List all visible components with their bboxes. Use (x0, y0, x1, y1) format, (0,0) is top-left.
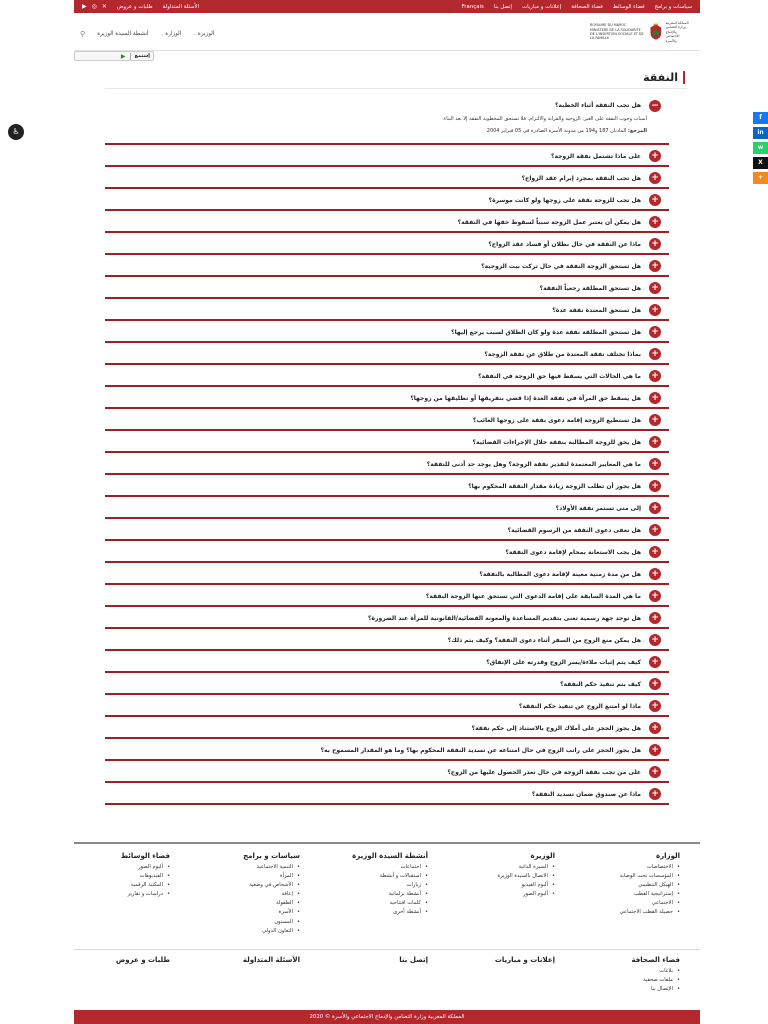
faq-item[interactable] (105, 497, 669, 519)
footer-link-list (631, 968, 680, 994)
footer-link[interactable]: • الطفولة (243, 900, 300, 908)
expand-icon[interactable]: + (649, 458, 661, 470)
faq-question[interactable]: ما هي المعايير المعتمدة لتقدير نفقة الزوجة؟ وهل يوجد حد أدنى للنفقة؟ (426, 461, 641, 468)
footer-link-list (620, 864, 680, 917)
faq-item[interactable] (105, 167, 669, 189)
expand-icon[interactable]: + (649, 370, 661, 382)
faq-item[interactable] (105, 255, 669, 277)
expand-icon[interactable]: + (649, 172, 661, 184)
faq-question[interactable]: ما هي المدة السابقة على إقامة الدعوى التي تستحق عنها الزوجة النفقة؟ (425, 593, 641, 600)
linkedin-icon[interactable]: in (753, 127, 768, 139)
nav-minister[interactable]: الوزيرة ⌄ (193, 31, 214, 37)
youtube-icon[interactable]: ▶ (82, 3, 87, 10)
expand-icon[interactable]: + (649, 282, 661, 294)
expand-icon[interactable]: + (649, 678, 661, 690)
faq-item[interactable] (105, 321, 669, 343)
faq-item[interactable] (105, 541, 669, 563)
faq-question[interactable]: هل يحق للزوجة المطالبة بنفقة خلال الإجراءات القضائية؟ (472, 439, 641, 446)
footer-column (497, 852, 555, 900)
faq-item[interactable] (105, 277, 669, 299)
faq-item[interactable] (105, 717, 669, 739)
nav-minister-activities[interactable]: أنشطة السيدة الوزيرة (97, 31, 149, 37)
footer-link[interactable]: • إستراتيجية القطب (620, 891, 680, 899)
faq-item[interactable] (105, 783, 669, 805)
ministry-logo[interactable] (590, 17, 690, 47)
faq-item[interactable] (105, 673, 669, 695)
footer-link[interactable]: • أنشطة برلمانية (352, 891, 428, 899)
footer-column-title[interactable]: إعلانات و مباريات (494, 956, 555, 964)
expand-icon[interactable]: + (649, 480, 661, 492)
faq-item[interactable] (105, 145, 669, 167)
footer-link[interactable]: • إعاقة (243, 891, 300, 899)
faq-question[interactable]: هل يجوز الحجز على راتب الزوج في حال امتناعه عن تسديد النفقة المحكوم بها؟ وما هو المقدار المسموح به؟ (320, 747, 641, 754)
footer-column (243, 852, 300, 937)
topbar-policies[interactable]: سياسات و برامج (654, 3, 692, 10)
expand-icon[interactable]: + (649, 414, 661, 426)
faq-item[interactable] (105, 475, 669, 497)
faq-item[interactable] (105, 409, 669, 431)
divider (130, 53, 131, 60)
faq-question[interactable]: هل يجوز أن تطلب الزوجة زيادة مقدار النفقة المحكوم بها؟ (468, 483, 641, 490)
faq-reference (487, 128, 647, 134)
footer-link[interactable]: • المسنون (243, 919, 300, 927)
expand-icon[interactable]: + (649, 612, 661, 624)
expand-icon[interactable]: + (649, 326, 661, 338)
collapse-icon[interactable]: − (649, 100, 661, 112)
faq-question[interactable]: هل تستطيع الزوجة إقامة دعوى نفقة على زوجها الغائب؟ (472, 417, 641, 424)
expand-icon[interactable]: + (649, 216, 661, 228)
footer-column (116, 956, 170, 968)
play-icon[interactable]: ▶ (120, 52, 126, 60)
faq-question[interactable]: إلى متى تستمر نفقة الأولاد؟ (555, 505, 641, 512)
faq-question[interactable]: ماذا عن النفقة في حال بطلان أو فساد عقد الزواج؟ (488, 241, 641, 248)
footer-link[interactable]: • الفيديوهات (121, 873, 170, 881)
expand-icon[interactable]: + (649, 238, 661, 250)
faq-question[interactable]: هل تجب النفقة أثناء الخطبة؟ (555, 102, 641, 109)
top-bar (74, 0, 700, 13)
logo-line: MINISTERE DE LA SOLIDARITE (590, 27, 641, 32)
facebook-icon[interactable]: f (753, 112, 768, 124)
main-nav (80, 30, 214, 38)
logo-line: ROYAUME DU MAROC (590, 23, 627, 28)
more-icon[interactable]: + (753, 172, 768, 184)
social-icons (82, 3, 107, 10)
footer-link[interactable]: • استقبالات و أنشطة (352, 873, 428, 881)
faq-question[interactable]: هل يمكن منع الزوج من السفر أثناء دعوى النفقة؟ وكيف يتم ذلك؟ (447, 637, 641, 644)
topbar-faq[interactable]: الأسئلة المتداولة (162, 3, 200, 10)
faq-item[interactable] (105, 365, 669, 387)
logo-line: الاجتماعي والأسرة (665, 34, 680, 43)
language-switch[interactable]: Français (461, 3, 484, 10)
expand-icon[interactable]: + (649, 524, 661, 536)
footer-column-title[interactable]: الوزارة (655, 852, 680, 860)
logo-line: DE L'INSERTION SOCIALE ET DE LA FAMILLE (590, 32, 644, 41)
faq-question[interactable]: على ماذا تشتمل نفقة الزوجة؟ (550, 153, 641, 160)
faq-question[interactable]: هل تجب النفقة بمجرد إبرام عقد الزواج؟ (521, 175, 641, 182)
footer-link[interactable]: • الأسرة (243, 909, 300, 917)
footer-link[interactable]: • الاختصاصات (620, 864, 680, 872)
footer-link-list (243, 864, 300, 935)
footer-link[interactable]: • التعاون الدولي (243, 928, 300, 936)
faq-item-open[interactable] (105, 96, 669, 145)
footer-column (620, 852, 680, 919)
faq-question[interactable]: هل يمكن أن يعتبر عمل الزوجة سبباً لسقوط حقها في النفقة؟ (457, 219, 641, 226)
footer-column-title[interactable]: الوزيرة (530, 852, 555, 860)
footer-column (243, 956, 300, 968)
search-icon[interactable]: ⚲ (80, 30, 86, 38)
faq-question[interactable]: هل من مدة زمنية معينة لإقامة دعوى المطالبة بالنفقة؟ (479, 571, 641, 578)
footer-link[interactable]: • ألبوم الفيديو (497, 882, 555, 890)
expand-icon[interactable]: + (649, 436, 661, 448)
faq-question[interactable]: هل تعفى دعوى النفقة من الرسوم القضائية؟ (507, 527, 641, 534)
faq-item[interactable] (105, 519, 669, 541)
faq-item[interactable] (105, 695, 669, 717)
expand-icon[interactable]: + (649, 722, 661, 734)
footer-link-list (121, 864, 170, 899)
footer-link[interactable]: • الأشخاص في وضعية (243, 882, 300, 890)
social-share-bar (753, 112, 768, 187)
footer-column-title[interactable]: فضاء الصحافة (631, 956, 680, 964)
whatsapp-icon[interactable]: w (753, 142, 768, 154)
topbar-press[interactable]: فضاء الصحافة (571, 3, 603, 10)
expand-icon[interactable]: + (649, 502, 661, 514)
footer-column (399, 956, 428, 968)
faq-question[interactable]: هل تستحق المطلقة رجعياً النفقة؟ (539, 285, 641, 292)
faq-item[interactable] (105, 607, 669, 629)
coat-of-arms-icon (649, 21, 663, 43)
footer-link[interactable]: • المرأة (243, 873, 300, 881)
faq-item[interactable] (105, 629, 669, 651)
faq-question[interactable]: ماذا لو امتنع الزوج عن تنفيذ حكم النفقة؟ (518, 703, 641, 710)
footer-link[interactable]: • الاجتماعي (620, 900, 680, 908)
expand-icon[interactable]: + (649, 744, 661, 756)
page-title: النفقة (643, 71, 685, 84)
footer-link[interactable]: • بلاغات (631, 968, 680, 976)
faq-question[interactable]: ماذا عن صندوق ضمان تسديد النفقة؟ (531, 791, 641, 798)
faq-item[interactable] (105, 387, 669, 409)
expand-icon[interactable]: + (649, 546, 661, 558)
footer-link[interactable]: • زيارات (352, 882, 428, 890)
expand-icon[interactable]: + (649, 634, 661, 646)
faq-item[interactable] (105, 299, 669, 321)
footer-link[interactable]: • الهيكل التنظيمي (620, 882, 680, 890)
expand-icon[interactable]: + (649, 590, 661, 602)
faq-question[interactable]: كيف يتم تنفيذ حكم النفقة؟ (560, 681, 641, 688)
faq-question[interactable]: على من تجب نفقة الزوجة في حال تعذر الحصول عليها من الزوج؟ (447, 769, 641, 776)
site-footer (74, 842, 700, 1010)
expand-icon[interactable]: + (649, 766, 661, 778)
footer-link[interactable]: • الإتصال بنا (631, 986, 680, 994)
faq-list (105, 145, 669, 805)
footer-link[interactable]: • التنمية الاجتماعية (243, 864, 300, 872)
footer-column (495, 956, 555, 968)
expand-icon[interactable]: + (649, 656, 661, 668)
footer-link-list (497, 864, 555, 899)
expand-icon[interactable]: + (649, 788, 661, 800)
faq-item[interactable] (105, 211, 669, 233)
faq-question[interactable]: هل تجب للزوجة نفقة على زوجها ولو كانت موسرة؟ (488, 197, 641, 204)
expand-icon[interactable]: + (649, 348, 661, 360)
footer-link[interactable]: • المكتبة الرقمية (121, 882, 170, 890)
faq-accordion (105, 96, 669, 805)
footer-column (121, 852, 170, 900)
footer-column-title[interactable]: الأسئلة المتداولة (242, 956, 300, 964)
footer-link-list (352, 864, 428, 917)
faq-question[interactable]: ما هي الحالات التي يسقط فيها حق الزوجة في النفقة؟ (478, 373, 641, 380)
footer-column-title[interactable]: أنشطة السيدة الوزيرة (352, 852, 428, 860)
accessibility-icon[interactable]: ♿ (8, 124, 24, 140)
faq-item[interactable] (105, 189, 669, 211)
x-icon[interactable]: ✕ (101, 3, 107, 10)
logo-text-fr (590, 23, 646, 41)
expand-icon[interactable]: + (649, 568, 661, 580)
faq-question[interactable]: هل توجد جهة رسمية تعنى بتقديم المساعدة والمعونة القضائية/القانونية للمرأة عند الضرورة؟ (368, 615, 641, 622)
faq-item[interactable] (105, 453, 669, 475)
copyright-bar: المملكة المغربية وزارة التضامن والإدماج الاجتماعي والأسرة © 2020 (74, 1010, 700, 1024)
logo-line: المملكة المغربية (665, 20, 689, 25)
faq-question[interactable]: كيف يتم إثبات ملاءة/يسر الزوج وقدرته على الإنفاق؟ (486, 659, 641, 666)
faq-question[interactable]: هل تستحق المطلقة نفقة عدة ولو كان الطلاق لسبب يرجع إليها؟ (451, 329, 641, 336)
instagram-icon[interactable]: ◎ (91, 3, 97, 10)
expand-icon[interactable]: + (649, 304, 661, 316)
footer-column-title[interactable]: إتصل بنا (399, 956, 428, 964)
topbar-announcements[interactable]: إعلانات و مباريات (522, 3, 562, 10)
faq-question[interactable]: هل يسقط حق المرأة في نفقة العدة إذا قضي بتفريقها أو تطليقها من زوجها؟ (410, 395, 641, 402)
logo-line: وزارة التضامن والإدماج (665, 25, 686, 34)
footer-column-title[interactable]: سياسات و برامج (243, 852, 300, 860)
footer-link[interactable]: • ألبوم الصور (497, 891, 555, 899)
footer-link[interactable]: • اجتماعات (352, 864, 428, 872)
footer-link[interactable]: • دراسات و تقارير (121, 891, 170, 899)
footer-link[interactable]: • السيرة الذاتية (497, 864, 555, 872)
reference-text: المادتان 187 و194 من مدونة الأسرة الصادرة في 05 فبراير 2004 (486, 128, 627, 134)
faq-item[interactable] (105, 343, 669, 365)
footer-link[interactable]: • كلمات افتتاحية (352, 900, 428, 908)
footer-link[interactable]: • المؤسسات تحت الوصاية (620, 873, 680, 881)
footer-column (352, 852, 428, 919)
footer-link[interactable]: • الاتصال بالسيدة الوزيرة (497, 873, 555, 881)
reference-label: المرجع: (627, 128, 647, 134)
listen-player[interactable] (74, 51, 154, 61)
footer-link[interactable]: • حصيلة القطب الاجتماعي (620, 909, 680, 917)
footer-column-title[interactable]: طلبات و عروض (115, 956, 170, 964)
footer-column (631, 956, 680, 995)
topbar-contact[interactable]: إتصل بنا (493, 3, 513, 10)
faq-question[interactable]: هل تستحق المعتدة نفقة عدة؟ (552, 307, 641, 314)
faq-item[interactable] (105, 563, 669, 585)
faq-answer: أسباب وجوب النفقة على الغير: الزوجية والقرابة والالتزام. فلا تستحق المخطوبة النفقة إلا بعد البناء. (442, 116, 647, 122)
expand-icon[interactable]: + (649, 194, 661, 206)
footer-divider (74, 949, 700, 950)
faq-item[interactable] (105, 761, 669, 783)
logo-text-ar (666, 21, 690, 43)
expand-icon[interactable]: + (649, 260, 661, 272)
footer-link[interactable]: • ألبوم الصور (121, 864, 170, 872)
expand-icon[interactable]: + (649, 392, 661, 404)
title-divider (105, 88, 687, 89)
expand-icon[interactable]: + (649, 150, 661, 162)
footer-link[interactable]: • أنشطة أخرى (352, 909, 428, 917)
expand-icon[interactable]: + (649, 700, 661, 712)
footer-link[interactable]: • ملفات صحفية (631, 977, 680, 985)
listen-label: إستمع (134, 53, 150, 59)
faq-item[interactable] (105, 233, 669, 255)
faq-item[interactable] (105, 585, 669, 607)
topbar-offers[interactable]: طلبات و عروض (116, 3, 153, 10)
faq-item[interactable] (105, 739, 669, 761)
nav-ministry[interactable]: الوزارة ⌄ (161, 31, 182, 37)
faq-question[interactable]: هل يجب الاستعانة بمحام لإقامة دعوى النفقة؟ (505, 549, 641, 556)
site-header (74, 13, 700, 51)
faq-question[interactable]: هل يجوز الحجز على أملاك الزوج بالاستناد إلى حكم نفقة؟ (471, 725, 641, 732)
faq-question[interactable]: بماذا تختلف نفقة المعتدة من طلاق عن نفقة الزوجة؟ (484, 351, 641, 358)
x-icon[interactable]: X (753, 157, 768, 169)
footer-column-title[interactable]: فضاء الوسائط (120, 852, 170, 860)
faq-item[interactable] (105, 431, 669, 453)
faq-question[interactable]: هل تستحق الزوجة النفقة في حال تركت بيت الزوجية؟ (481, 263, 641, 270)
faq-item[interactable] (105, 651, 669, 673)
topbar-media[interactable]: فضاء الوسائط (612, 3, 645, 10)
